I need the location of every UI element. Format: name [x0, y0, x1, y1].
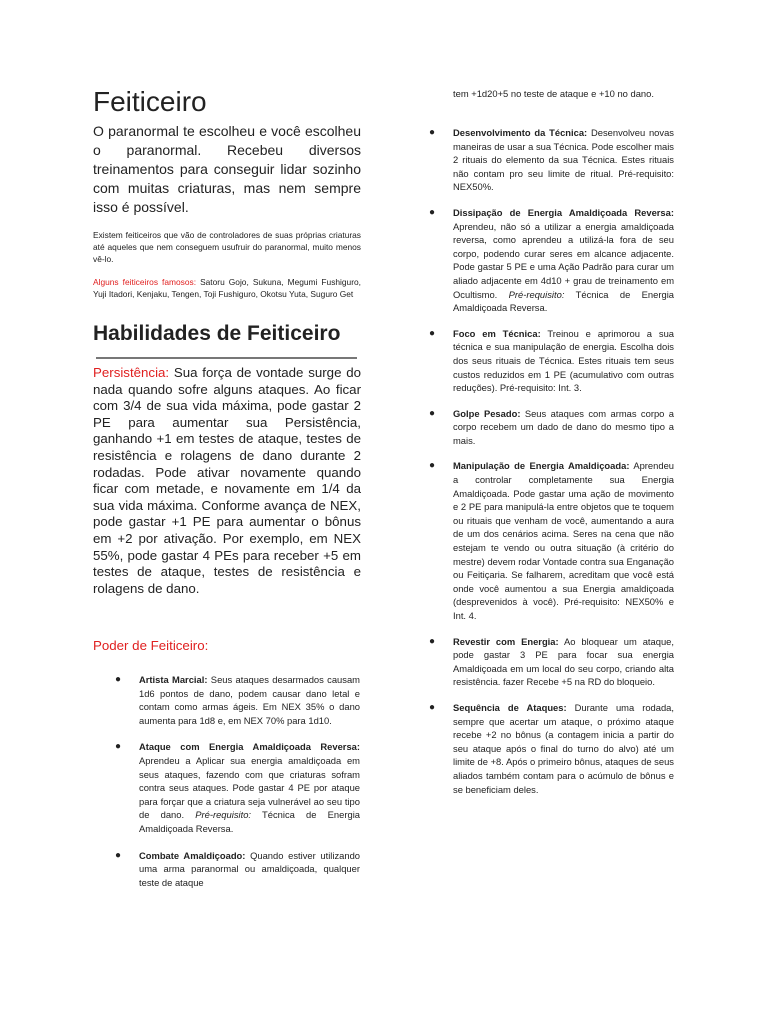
- list-item: [115, 849, 360, 890]
- bullet-icon: ●: [429, 701, 436, 713]
- bullet-icon: ●: [429, 127, 436, 138]
- bullet-icon: ●: [429, 460, 436, 472]
- abilities-heading: Habilidades de Feiticeiro: [93, 322, 341, 345]
- ability-name: Artista Marcial:: [139, 674, 208, 685]
- bullet-icon: ●: [429, 327, 436, 339]
- intro-paragraph: O paranormal te escolheu e você escolheu o paranormal. Recebeu diversos treinamentos para conseguir lidar sozinho com muitas criaturas, mas nem sempre isso é possível.: [93, 123, 361, 215]
- persistence-paragraph: [93, 365, 361, 597]
- bullet-icon: ●: [115, 849, 122, 861]
- bullet-icon: ●: [115, 674, 122, 685]
- bullet-icon: ●: [115, 741, 122, 753]
- ability-text: Desenvolveu novas maneiras de usar a sua Técnica. Pode escolher mais 2 rituais do elemento da sua Técnica. Estes rituais não contam pro seu limite de ritual. Pré-requisito: NEX50%.: [453, 127, 674, 193]
- heading-divider: [96, 357, 357, 359]
- ability-name: Sequência de Ataques:: [453, 701, 567, 713]
- ability-text: Aprendeu a Aplicar sua energia amaldiçoada em seus ataques, fazendo com que criaturas sofram contra seus ataques. Pode gastar 4 PE por ataque para forçar que a criatura seja vulnerável ao seu tipo de dano.: [139, 754, 360, 821]
- famous-label: Alguns feiticeiros famosos:: [93, 277, 197, 287]
- list-item: [115, 740, 360, 835]
- ability-name: Desenvolvimento da Técnica:: [453, 127, 588, 138]
- list-item: [429, 407, 674, 448]
- left-ability-list: [115, 673, 360, 889]
- right-ability-list: [429, 126, 675, 796]
- ability-name: Dissipação de Energia Amaldiçoada Reversa:: [453, 206, 674, 218]
- prereq-text: Técnica de Energia Amaldiçoada Reversa.: [139, 809, 360, 834]
- list-item: [429, 327, 674, 395]
- ability-text: Ao bloquear um ataque, pode gastar 3 PE para focar sua energia Amaldiçoada em um local do seu corpo, criando alta resistência. fazer Recebe +5 na RD do bloqueio.: [453, 635, 674, 688]
- list-item: [429, 635, 674, 689]
- famous-list: Satoru Gojo, Sukuna, Megumi Fushiguro, Yuji Itadori, Kenjaku, Tengen, Toji Fushiguro, Okotsu Yuta, Suguro Get: [93, 277, 361, 299]
- ability-name: Ataque com Energia Amaldiçoada Reversa:: [139, 741, 360, 753]
- ability-text: Seus ataques desarmados causam 1d6 pontos de dano, podem causar dano letal e contam como armas ágeis. Em NEX 35% o dano aumenta para 1d8 e, em NEX 70% para 1d10.: [139, 674, 360, 726]
- ability-text: Aprendeu a controlar completamente sua Energia Amaldiçoada. Pode gastar uma ação de movimento e 2 PE para manipulá-la entre objetos que te toquem ou rituais que venham de você, aumentando a aura de um dos cenários acima. Seres na cena que não estejam te vendo ou outra situação (à critério do mestre) devem rodar Vontade contra sua Enganação ou Feitiçaria. Se falharem, acreditam que você está onde você aumentou a sua Energia amaldiçoada (desprevenidos à você). Pré-requisito: NEX50% e Int. 4.: [453, 460, 674, 621]
- persistence-label: Persistência:: [93, 365, 170, 380]
- bullet-icon: ●: [429, 206, 436, 218]
- prereq-label: Pré-requisito:: [195, 809, 252, 821]
- bullet-icon: ●: [429, 635, 436, 647]
- ability-name: Manipulação de Energia Amaldiçoada:: [453, 460, 630, 472]
- list-item: [429, 206, 674, 315]
- ability-name: Combate Amaldiçoado:: [139, 849, 246, 861]
- prereq-text: Técnica de Energia Amaldiçoada Reversa.: [453, 288, 674, 314]
- ability-name: Revestir com Energia:: [453, 635, 559, 647]
- list-item: [429, 701, 675, 796]
- prereq-label: Pré-requisito:: [508, 288, 565, 300]
- ability-name: Foco em Técnica:: [453, 327, 541, 339]
- famous-paragraph: [93, 276, 361, 300]
- page-title: Feiticeiro: [93, 86, 207, 117]
- list-item: [115, 673, 360, 727]
- description-paragraph: Existem feiticeiros que vão de controladores de suas próprias criaturas até aqueles que nem conseguem usufruir do paranormal, muito menos vê-lo.: [93, 230, 361, 264]
- persistence-text: Sua força de vontade surge do nada quando sofre alguns ataques. Ao ficar com 3/4 de sua vida máxima, pode gastar 2 PE para aumentar sua Persistência, ganhando +1 em testes de ataque, testes de resistência e rolagens de dano durante 2 rodadas. Pode ativar novamente quando ficar com metade, e novamente em 1/4 da sua vida máxima. Conforme avança de NEX, pode gastar +1 PE para aumentar o bônus em +2 por ativação. Por exemplo, em NEX 55%, pode gastar 4 PEs para receber +5 em testes de ataque, testes de resistência e rolagens de dano.: [93, 365, 361, 596]
- ability-name: Golpe Pesado:: [453, 407, 521, 419]
- list-item: [429, 126, 674, 194]
- list-item: [429, 459, 674, 622]
- continued-text: tem +1d20+5 no teste de ataque e +10 no dano.: [453, 88, 654, 99]
- power-heading: Poder de Feiticeiro:: [93, 638, 209, 653]
- ability-text: Aprendeu, não só a utilizar a energia amaldiçoada reversa, como aprendeu a utilizá-la fora de seu corpo, podendo curar seres em alcance adjacente. Pode gastar 5 PE e uma Ação Padrão para curar um aliado adjacente em 4d10 + grau de treinamento em Ocultismo.: [453, 220, 674, 300]
- ability-text: Seus ataques com armas corpo a corpo recebem um dado de dano do mesmo tipo a mais.: [453, 407, 674, 446]
- ability-text: Treinou e aprimorou a sua técnica e sua manipulação de energia. Escolha dois dos seus rituais de Técnica. Estes rituais tem seus custos reduzidos em 1 PE (acumulativo com outras reduções). Pré-requisito: Int. 3.: [453, 327, 674, 394]
- ability-text: Quando estiver utilizando uma arma paranormal ou amaldiçoada, qualquer teste de ataque: [139, 849, 360, 888]
- bullet-icon: ●: [429, 407, 436, 419]
- ability-text: Durante uma rodada, sempre que acertar um ataque, o próximo ataque recebe +2 no bônus (a contagem inicia a partir do seu ataque após o final do turno do alvo) até um limite de +8. Após o primeiro bônus, ataques de seus aliados também contam para o acúmulo de bônus e se beneficiam deles.: [453, 701, 675, 795]
